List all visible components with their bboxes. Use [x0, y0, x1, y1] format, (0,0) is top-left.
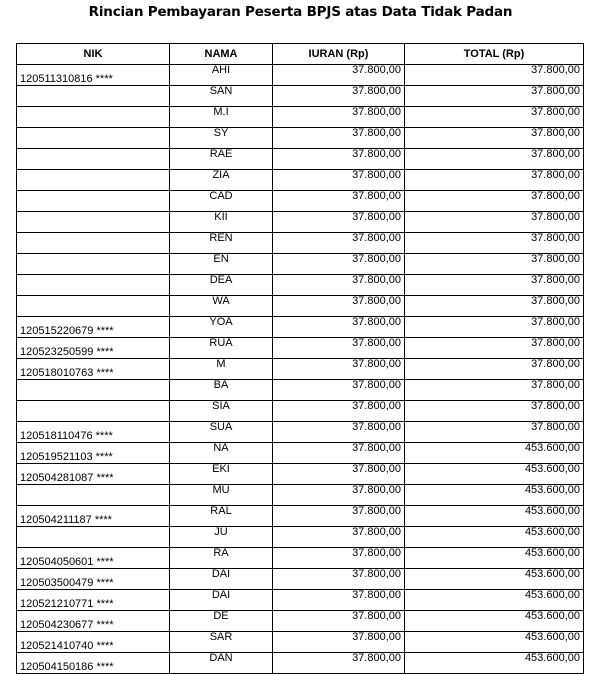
cell-nama: REN — [170, 233, 273, 254]
table-row — [17, 464, 584, 485]
cell-nik: 120518010763 **** — [17, 359, 170, 380]
cell-total: 37.800,00 — [405, 422, 584, 443]
cell-nik — [17, 275, 170, 296]
cell-total: 37.800,00 — [405, 212, 584, 233]
cell-total: 453.600,00 — [405, 653, 584, 674]
cell-iuran: 37.800,00 — [273, 212, 405, 233]
cell-nama: NA — [170, 443, 273, 464]
cell-iuran: 37.800,00 — [273, 527, 405, 548]
cell-iuran: 37.800,00 — [273, 443, 405, 464]
cell-iuran: 37.800,00 — [273, 191, 405, 212]
cell-nik: 120519521103 **** — [17, 443, 170, 464]
cell-nama: EN — [170, 254, 273, 275]
cell-iuran: 37.800,00 — [273, 485, 405, 506]
cell-iuran: 37.800,00 — [273, 233, 405, 254]
cell-total: 453.600,00 — [405, 611, 584, 632]
cell-total: 37.800,00 — [405, 359, 584, 380]
cell-nama: SAR — [170, 632, 273, 653]
cell-total: 37.800,00 — [405, 296, 584, 317]
table-row — [17, 380, 584, 401]
cell-total: 453.600,00 — [405, 485, 584, 506]
table-row — [17, 569, 584, 590]
cell-nik — [17, 86, 170, 107]
cell-total: 37.800,00 — [405, 191, 584, 212]
cell-total: 37.800,00 — [405, 380, 584, 401]
cell-nik — [17, 170, 170, 191]
table-row — [17, 632, 584, 653]
cell-total: 37.800,00 — [405, 128, 584, 149]
table-body — [17, 65, 584, 674]
cell-nik — [17, 149, 170, 170]
cell-iuran: 37.800,00 — [273, 275, 405, 296]
cell-iuran: 37.800,00 — [273, 506, 405, 527]
cell-nik: 120504150186 **** — [17, 653, 170, 674]
table-row — [17, 86, 584, 107]
cell-iuran: 37.800,00 — [273, 611, 405, 632]
cell-iuran: 37.800,00 — [273, 632, 405, 653]
header-nama: NAMA — [170, 44, 273, 65]
cell-total: 37.800,00 — [405, 317, 584, 338]
table-row — [17, 527, 584, 548]
cell-total: 453.600,00 — [405, 527, 584, 548]
header-nik: NIK — [17, 44, 170, 65]
table-row — [17, 149, 584, 170]
cell-nama: YOA — [170, 317, 273, 338]
cell-total: 37.800,00 — [405, 170, 584, 191]
header-total: TOTAL (Rp) — [405, 44, 584, 65]
header-iuran: IURAN (Rp) — [273, 44, 405, 65]
cell-nik — [17, 527, 170, 548]
cell-iuran: 37.800,00 — [273, 653, 405, 674]
cell-total: 453.600,00 — [405, 464, 584, 485]
table-row — [17, 212, 584, 233]
cell-nama: RUA — [170, 338, 273, 359]
cell-nik — [17, 233, 170, 254]
cell-iuran: 37.800,00 — [273, 65, 405, 86]
cell-iuran: 37.800,00 — [273, 170, 405, 191]
cell-nama: SUA — [170, 422, 273, 443]
table-row — [17, 443, 584, 464]
table-row — [17, 254, 584, 275]
cell-iuran: 37.800,00 — [273, 149, 405, 170]
cell-nik — [17, 212, 170, 233]
cell-total: 453.600,00 — [405, 443, 584, 464]
cell-nama: M — [170, 359, 273, 380]
cell-total: 37.800,00 — [405, 401, 584, 422]
cell-nama: KII — [170, 212, 273, 233]
table-row — [17, 359, 584, 380]
cell-nik: 120523250599 **** — [17, 338, 170, 359]
cell-total: 37.800,00 — [405, 338, 584, 359]
cell-nama: DAI — [170, 569, 273, 590]
cell-nama: M.I — [170, 107, 273, 128]
cell-total: 453.600,00 — [405, 632, 584, 653]
cell-nama: DAN — [170, 653, 273, 674]
cell-nik: 120518110476 **** — [17, 422, 170, 443]
cell-total: 37.800,00 — [405, 275, 584, 296]
cell-total: 453.600,00 — [405, 506, 584, 527]
cell-iuran: 37.800,00 — [273, 317, 405, 338]
cell-total: 453.600,00 — [405, 569, 584, 590]
table-row — [17, 170, 584, 191]
cell-iuran: 37.800,00 — [273, 380, 405, 401]
table-row — [17, 128, 584, 149]
cell-nik: 120504281087 **** — [17, 464, 170, 485]
cell-nama: DE — [170, 611, 273, 632]
cell-nik: 120521210771 **** — [17, 590, 170, 611]
cell-nama: SY — [170, 128, 273, 149]
cell-nik — [17, 401, 170, 422]
cell-nik — [17, 296, 170, 317]
table-row — [17, 590, 584, 611]
cell-nama: WA — [170, 296, 273, 317]
table-row — [17, 653, 584, 674]
cell-nik — [17, 254, 170, 275]
cell-iuran: 37.800,00 — [273, 464, 405, 485]
cell-nama: SIA — [170, 401, 273, 422]
cell-total: 453.600,00 — [405, 548, 584, 569]
cell-iuran: 37.800,00 — [273, 401, 405, 422]
cell-total: 453.600,00 — [405, 590, 584, 611]
cell-nik — [17, 380, 170, 401]
cell-iuran: 37.800,00 — [273, 422, 405, 443]
cell-iuran: 37.800,00 — [273, 338, 405, 359]
cell-nik — [17, 485, 170, 506]
cell-nama: DEA — [170, 275, 273, 296]
cell-iuran: 37.800,00 — [273, 359, 405, 380]
cell-nama: SAN — [170, 86, 273, 107]
table-row — [17, 191, 584, 212]
table-row — [17, 611, 584, 632]
table-row — [17, 317, 584, 338]
cell-iuran: 37.800,00 — [273, 107, 405, 128]
cell-iuran: 37.800,00 — [273, 569, 405, 590]
cell-nama: MU — [170, 485, 273, 506]
cell-nama: DAI — [170, 590, 273, 611]
document-title: Rincian Pembayaran Peserta BPJS atas Data Tidak Padan — [88, 4, 513, 20]
cell-nama: BA — [170, 380, 273, 401]
cell-nama: RAL — [170, 506, 273, 527]
payment-table — [16, 43, 584, 674]
table-row — [17, 338, 584, 359]
cell-iuran: 37.800,00 — [273, 548, 405, 569]
table-row — [17, 422, 584, 443]
cell-nama: ZIA — [170, 170, 273, 191]
cell-total: 37.800,00 — [405, 65, 584, 86]
cell-iuran: 37.800,00 — [273, 296, 405, 317]
cell-total: 37.800,00 — [405, 107, 584, 128]
cell-nik: 120503500479 **** — [17, 569, 170, 590]
cell-nama: JU — [170, 527, 273, 548]
cell-nik: 120504230677 **** — [17, 611, 170, 632]
cell-nama: EKI — [170, 464, 273, 485]
table-header-row — [17, 44, 584, 65]
cell-nik: 120504211187 **** — [17, 506, 170, 527]
cell-nama: CAD — [170, 191, 273, 212]
table-row — [17, 548, 584, 569]
cell-iuran: 37.800,00 — [273, 254, 405, 275]
cell-total: 37.800,00 — [405, 86, 584, 107]
cell-nama: RAE — [170, 149, 273, 170]
cell-total: 37.800,00 — [405, 149, 584, 170]
cell-nik: 120511310816 **** — [17, 65, 170, 86]
cell-nik: 120515220679 **** — [17, 317, 170, 338]
cell-nama: RA — [170, 548, 273, 569]
cell-iuran: 37.800,00 — [273, 590, 405, 611]
table-row — [17, 485, 584, 506]
table-row — [17, 275, 584, 296]
cell-nik — [17, 191, 170, 212]
table-row — [17, 65, 584, 86]
table-row — [17, 107, 584, 128]
cell-nama: AHI — [170, 65, 273, 86]
table-row — [17, 296, 584, 317]
cell-nik — [17, 107, 170, 128]
cell-iuran: 37.800,00 — [273, 86, 405, 107]
cell-total: 37.800,00 — [405, 254, 584, 275]
cell-total: 37.800,00 — [405, 233, 584, 254]
table-row — [17, 233, 584, 254]
table-row — [17, 506, 584, 527]
table-row — [17, 401, 584, 422]
cell-nik — [17, 128, 170, 149]
cell-nik: 120504050601 **** — [17, 548, 170, 569]
cell-nik: 120521410740 **** — [17, 632, 170, 653]
cell-iuran: 37.800,00 — [273, 128, 405, 149]
